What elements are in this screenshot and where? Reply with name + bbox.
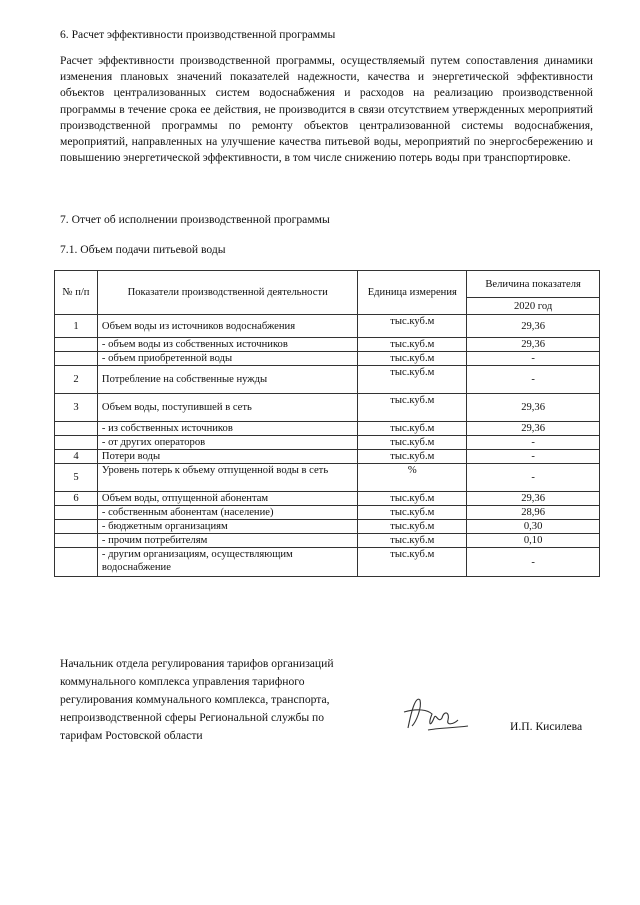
row-number bbox=[55, 506, 98, 520]
row-value: 29,36 bbox=[467, 338, 600, 352]
row-indicator: - прочим потребителям bbox=[97, 534, 357, 548]
section-7-title: 7. Отчет об исполнении производственной программы bbox=[60, 213, 330, 226]
row-value: 28,96 bbox=[467, 506, 600, 520]
row-indicator: Объем воды, поступившей в сеть bbox=[97, 394, 357, 422]
row-unit: тыс.куб.м bbox=[358, 315, 467, 338]
row-unit: тыс.куб.м bbox=[358, 422, 467, 436]
row-indicator: - от других операторов bbox=[97, 436, 357, 450]
row-value: 29,36 bbox=[467, 492, 600, 506]
row-unit: тыс.куб.м bbox=[358, 352, 467, 366]
row-value: - bbox=[467, 436, 600, 450]
row-unit: тыс.куб.м bbox=[358, 506, 467, 520]
row-unit: % bbox=[358, 464, 467, 492]
row-unit: тыс.куб.м bbox=[358, 436, 467, 450]
row-number bbox=[55, 548, 98, 577]
row-value: 0,10 bbox=[467, 534, 600, 548]
row-indicator: Объем воды из источников водоснабжения bbox=[97, 315, 357, 338]
row-number: 2 bbox=[55, 366, 98, 394]
header-num: № п/п bbox=[55, 271, 98, 315]
row-number bbox=[55, 436, 98, 450]
section-6-title: 6. Расчет эффективности производственной программы bbox=[60, 28, 336, 41]
row-number: 3 bbox=[55, 394, 98, 422]
row-indicator: Потери воды bbox=[97, 450, 357, 464]
water-supply-table bbox=[54, 270, 600, 577]
table-row bbox=[55, 366, 600, 394]
signer-name: И.П. Кисилева bbox=[510, 720, 583, 733]
row-number bbox=[55, 338, 98, 352]
row-number: 6 bbox=[55, 492, 98, 506]
header-year: 2020 год bbox=[467, 298, 600, 315]
row-indicator: - объем воды из собственных источников bbox=[97, 338, 357, 352]
signer-title-line: тарифам Ростовской области bbox=[60, 729, 203, 742]
row-unit: тыс.куб.м bbox=[358, 520, 467, 534]
handwritten-signature bbox=[398, 688, 473, 738]
row-indicator: - другим организациям, осуществляющим водоснабжение bbox=[97, 548, 357, 577]
signer-title-line: Начальник отдела регулирования тарифов организаций bbox=[60, 657, 334, 670]
table-row bbox=[55, 422, 600, 436]
row-indicator: Уровень потерь к объему отпущенной воды в сеть bbox=[97, 464, 357, 492]
row-indicator: - из собственных источников bbox=[97, 422, 357, 436]
row-indicator: - бюджетным организациям bbox=[97, 520, 357, 534]
signer-title-line: регулирования коммунального комплекса, транспорта, bbox=[60, 693, 330, 706]
row-value: - bbox=[467, 352, 600, 366]
row-unit: тыс.куб.м bbox=[358, 534, 467, 548]
table-row bbox=[55, 394, 600, 422]
row-value: 29,36 bbox=[467, 422, 600, 436]
row-unit: тыс.куб.м bbox=[358, 450, 467, 464]
row-value: - bbox=[467, 366, 600, 394]
row-unit: тыс.куб.м bbox=[358, 548, 467, 577]
table-row bbox=[55, 492, 600, 506]
section-6-text: Расчет эффективности производственной программы, осуществляемый путем сопоставления динамики изменения плановых значений показателей надежности, качества и энергетической эффективности объектов централизованных систем водоснабжения и расходов на реализацию производственной программы в течение срока ее действия, не производится в связи отсутствием утвержденных мероприятий производственной программы по ремонту объектов централизованной системы водоснабжения, мероприятий, направленных на улучшение качества питьевой воды, мероприятий по энергосбережению и повышению энергетической эффективности, в том числе снижению потерь воды при транспортировке. bbox=[60, 54, 593, 165]
row-number: 1 bbox=[55, 315, 98, 338]
row-unit: тыс.куб.м bbox=[358, 366, 467, 394]
row-unit: тыс.куб.м bbox=[358, 338, 467, 352]
row-number bbox=[55, 520, 98, 534]
table-row bbox=[55, 506, 600, 520]
row-indicator: Объем воды, отпущенной абонентам bbox=[97, 492, 357, 506]
signer-title-line: непроизводственной сферы Региональной службы по bbox=[60, 711, 325, 724]
row-number bbox=[55, 534, 98, 548]
table-row bbox=[55, 548, 600, 577]
row-value: - bbox=[467, 450, 600, 464]
table-row bbox=[55, 534, 600, 548]
row-unit: тыс.куб.м bbox=[358, 492, 467, 506]
row-number: 4 bbox=[55, 450, 98, 464]
row-unit: тыс.куб.м bbox=[358, 394, 467, 422]
row-indicator: - объем приобретенной воды bbox=[97, 352, 357, 366]
row-value: - bbox=[467, 548, 600, 577]
header-unit: Единица измерения bbox=[358, 271, 467, 315]
row-value: 0,30 bbox=[467, 520, 600, 534]
header-value: Величина показателя bbox=[467, 271, 600, 298]
header-indicator: Показатели производственной деятельности bbox=[97, 271, 357, 315]
row-value: 29,36 bbox=[467, 394, 600, 422]
row-indicator: - собственным абонентам (население) bbox=[97, 506, 357, 520]
table-row bbox=[55, 450, 600, 464]
row-number bbox=[55, 422, 98, 436]
row-indicator: Потребление на собственные нужды bbox=[97, 366, 357, 394]
table-row bbox=[55, 436, 600, 450]
table-row bbox=[55, 338, 600, 352]
signature-block bbox=[60, 655, 334, 745]
row-number: 5 bbox=[55, 464, 98, 492]
table-row bbox=[55, 352, 600, 366]
row-value: - bbox=[467, 464, 600, 492]
signer-title-line: коммунального комплекса управления тарифного bbox=[60, 675, 305, 688]
table-row bbox=[55, 315, 600, 338]
table-row bbox=[55, 464, 600, 492]
row-number bbox=[55, 352, 98, 366]
table-row bbox=[55, 520, 600, 534]
section-7-1-title: 7.1. Объем подачи питьевой воды bbox=[60, 243, 226, 256]
row-value: 29,36 bbox=[467, 315, 600, 338]
